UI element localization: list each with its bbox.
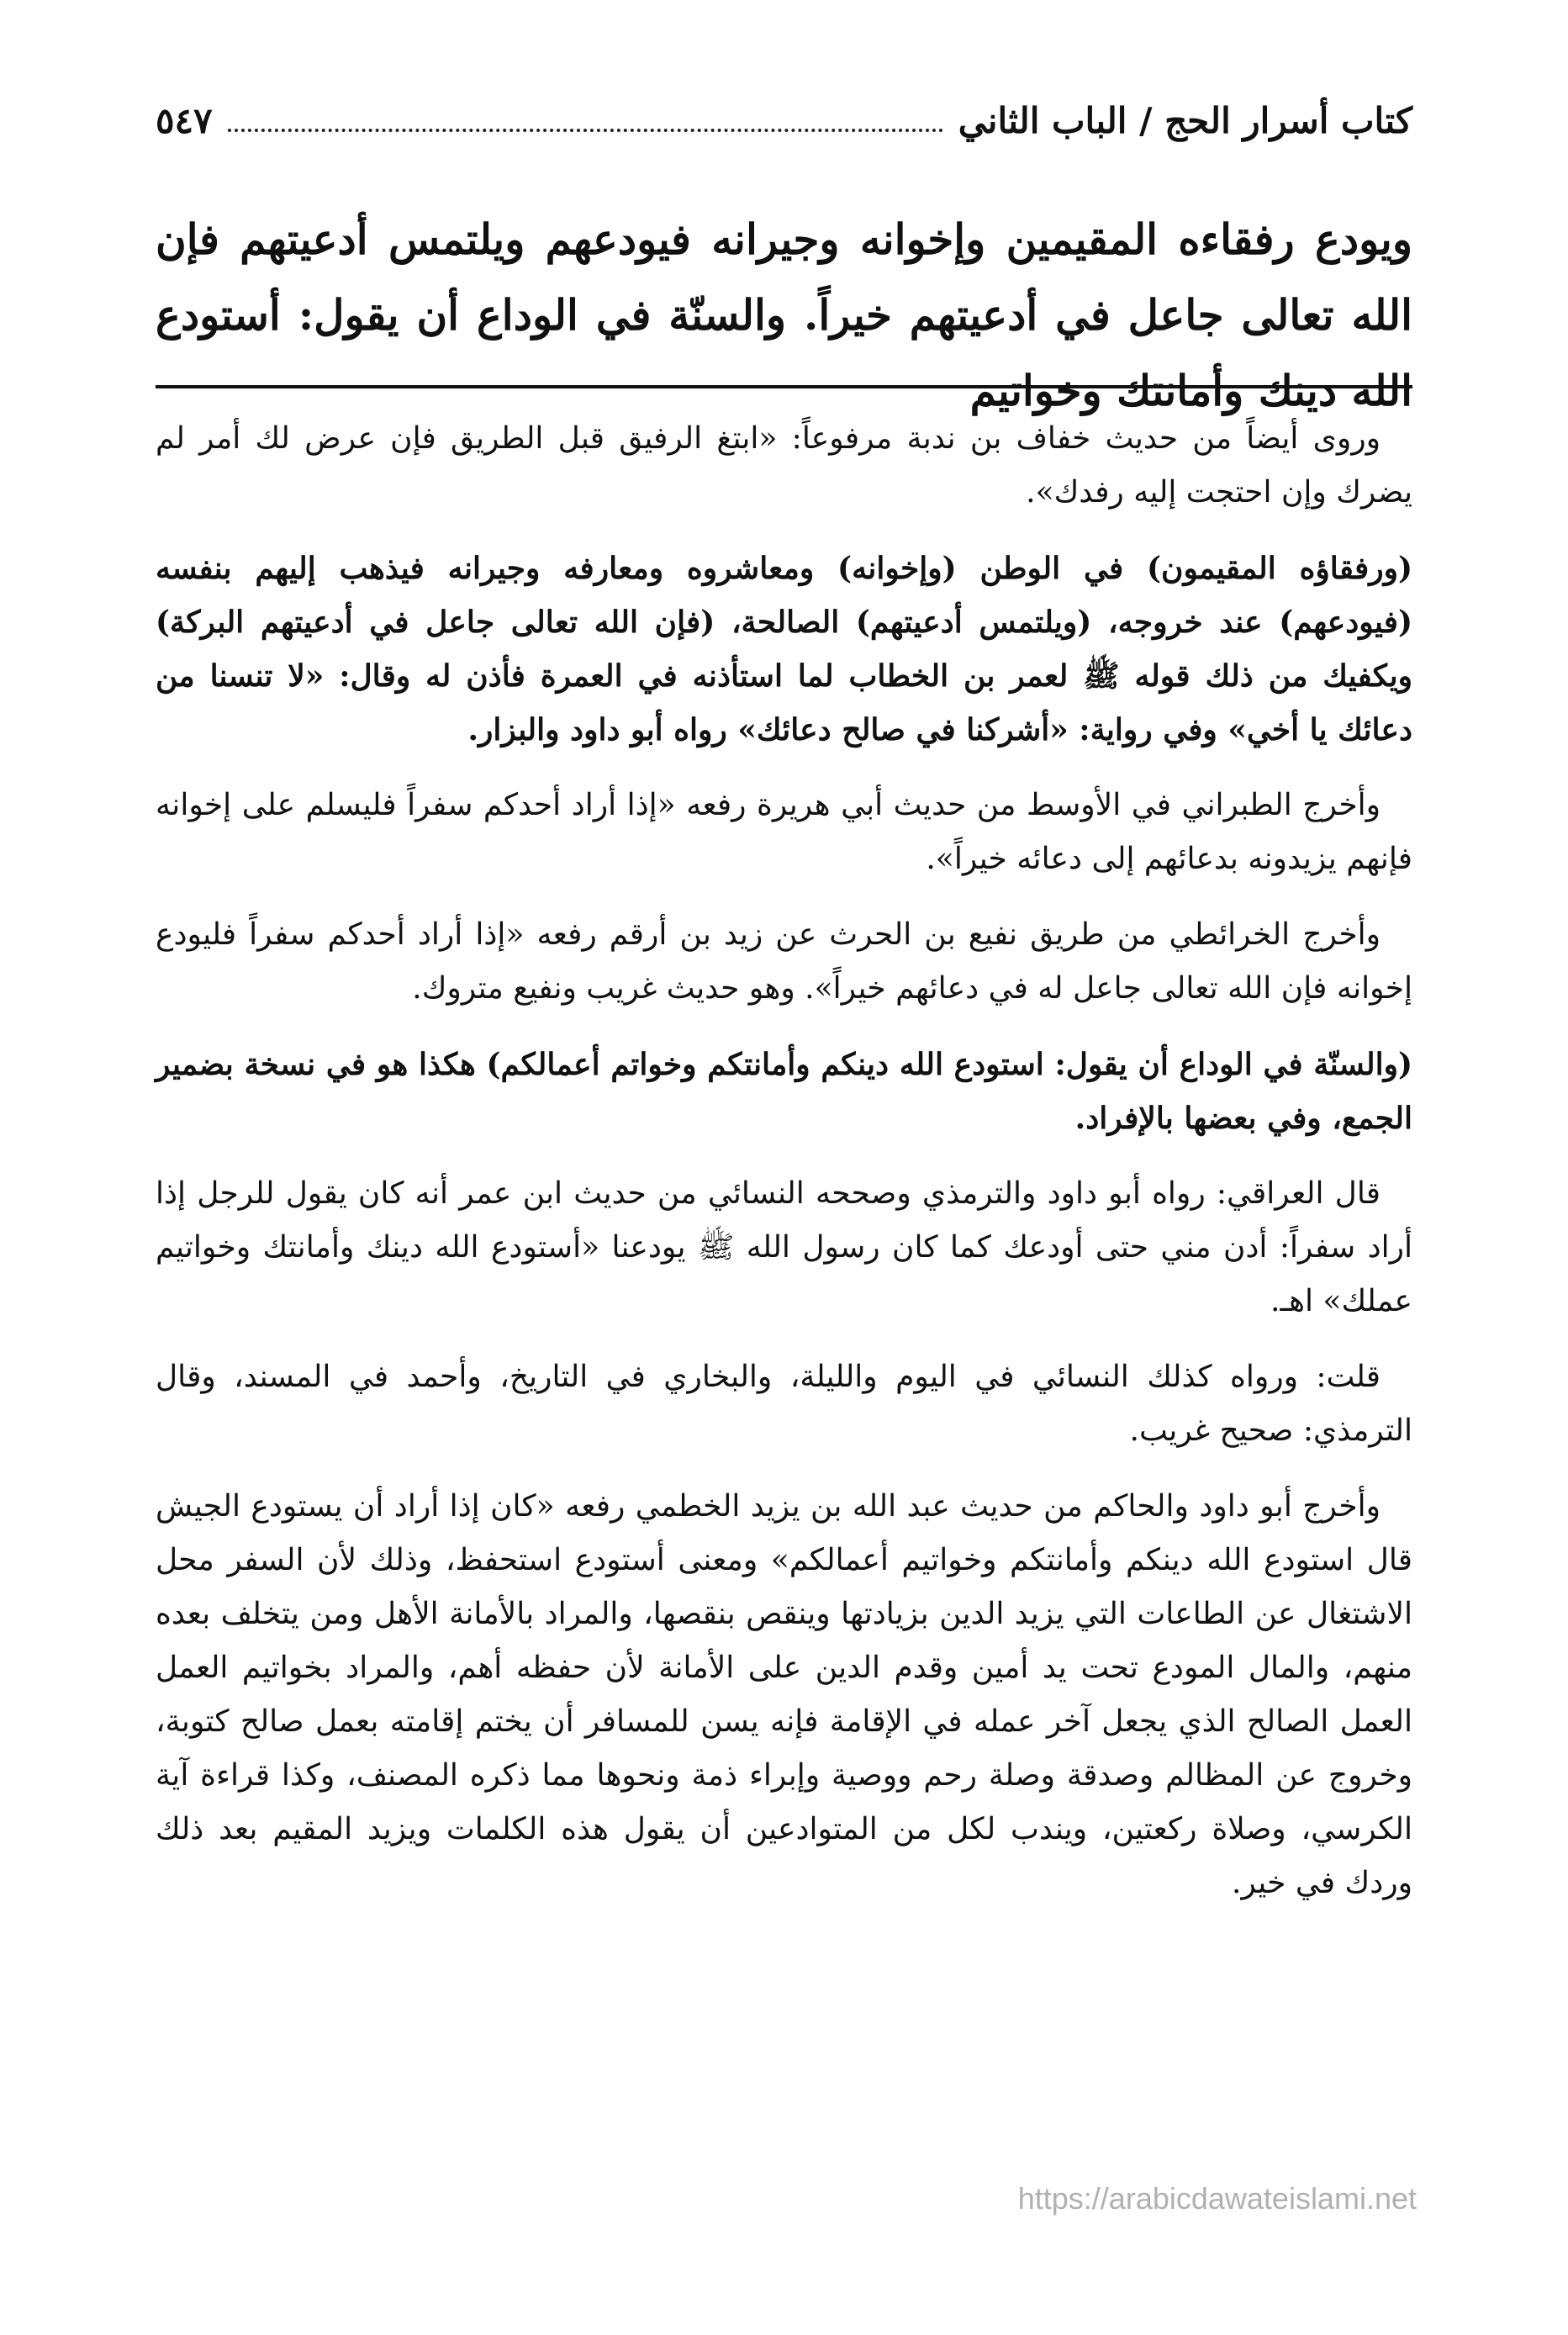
commentary-paragraph: وروى أيضاً من حديث خفاف بن ندبة مرفوعاً: «ابتغ الرفيق قبل الطريق فإن عرض لك أمر لم يضرك وإن احتجت إليه رفدك». [156,421,1412,510]
commentary-paragraph: (ورفقاؤه المقيمون) في الوطن (وإخوانه) ومعاشروه ومعارفه وجيرانه فيذهب إليهم بنفسه (فيودعهم) عند خروجه، (ويلتمس أدعيتهم) الصالحة، (فإن الله تعالى جاعل في أدعيتهم البركة) ويكفيك من ذلك قوله ﷺ لعمر بن الخطاب لما استأذنه في العمرة فأذن له وقال: «لا تنسنا من دعائك يا أخي» وفي رواية: «أشركنا في صالح دعائك» رواه أبو داود والبزار. [156,551,1412,748]
main-text: ويودع رفقاءه المقيمين وإخوانه وجيرانه فيودعهم ويلتمس أدعيتهم فإن الله تعالى جاعل في أدعيتهم خيراً. والسنّة في الوداع أن يقول: أستودع الله دينك وأمانتك وخواتيم [156,214,1412,415]
commentary-paragraph: وأخرج أبو داود والحاكم من حديث عبد الله بن يزيد الخطمي رفعه «كان إذا أراد أن يستودع الجيش قال استودع الله دينكم وأمانتكم وخواتيم أعمالكم» ومعنى أستودع استحفظ، وذلك لأن السفر محل الاشتغال عن الطاعات التي يزيد الدين بزيادتها وينقص بنقصها، والمراد بالأمانة الأهل ومن يتخلف بعده منهم، والمال المودع تحت يد أمين وقدم الدين على الأمانة لأن حفظه أهم، والمراد بخواتيم العمل العمل الصالح الذي يجعل آخر عمله في الإقامة فإنه يسن للمسافر أن يختم إقامته بعمل صالح كتوبة، وخروج عن المظالم وصدقة وصلة رحم ووصية وإبراء ذمة ونحوها مما ذكره المصنف، وكذا قراءة آية الكرسي، وصلاة ركعتين، ويندب لكل من المتوادعين أن يقول هذه الكلمات ويزيد المقيم بعد ذلك وردك في خير. [156,1489,1412,1900]
watermark-url: https://arabicdawateislami.net [1017,2181,1417,2216]
separator-rule [156,385,1412,388]
page-number: ٥٤٧ [156,99,213,141]
commentary [156,412,1412,1932]
commentary-paragraph: قال العراقي: رواه أبو داود والترمذي وصححه النسائي من حديث ابن عمر أنه كان يقول للرجل إذا أراد سفراً: أدن مني حتى أودعك كما كان رسول الله ﷺ يودعنا «أستودع الله دينك وأمانتك وخواتيم عملك» اهـ. [156,1176,1412,1318]
header-dot-leader [228,108,943,132]
commentary-paragraph: وأخرج الخرائطي من طريق نفيع بن الحرث عن زيد بن أرقم رفعه «إذا أراد أحدكم سفراً فليودع إخوانه فإن الله تعالى جاعل له في دعائهم خيراً». وهو حديث غريب ونفيع متروك. [156,917,1412,1006]
running-header [156,91,1412,150]
header-title: كتاب أسرار الحج / الباب الثاني [958,99,1412,141]
commentary-paragraph: وأخرج الطبراني في الأوسط من حديث أبي هريرة رفعه «إذا أراد أحدكم سفراً فليسلم على إخوانه فإنهم يزيدونه بدعائهم إلى دعائه خيراً». [156,788,1412,876]
commentary-paragraph: (والسنّة في الوداع أن يقول: استودع الله دينكم وأمانتكم وخواتم أعمالكم) هكذا هو في نسخة بضمير الجمع، وفي بعضها بالإفراد. [156,1047,1413,1136]
commentary-paragraph: قلت: ورواه كذلك النسائي في اليوم والليلة، والبخاري في التاريخ، وأحمد في المسند، وقال الترمذي: صحيح غريب. [156,1360,1412,1448]
